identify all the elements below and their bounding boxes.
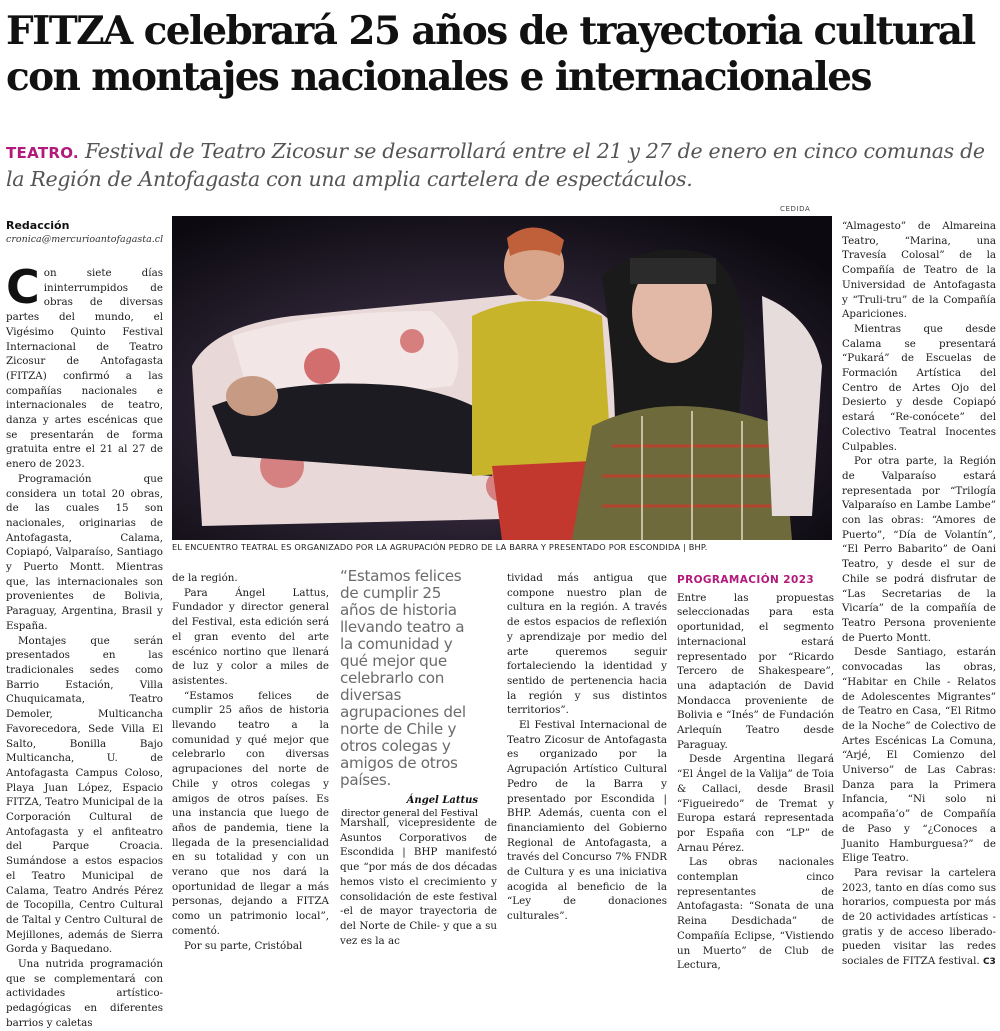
- kicker: TEATRO.: [6, 144, 79, 162]
- paragraph: Las obras nacionales contemplan cinco representantes de Antofagasta: “Sonata de una Reina Desdichada” de Compañía Eclipse, “Vistiendo un Muerto” de Club de Lectura,: [677, 856, 834, 972]
- section-heading: PROGRAMACIÓN 2023: [677, 574, 815, 586]
- paragraph: Para revisar la cartelera 2023, tanto en días como sus horarios, compuesta por más de 20 actividades artísticas - gratis y de acceso liberado- pueden visitar las redes sociales de FITZA festival. C3: [842, 866, 996, 968]
- paragraph: Entre las propuestas seleccionadas para esta oportunidad, el segmento internacional estará representado por “Ricardo Tercero de Shakespeare”, una adaptación de David Mondacca proveniente de Bolivia e “Inés” de Fundación Arlequín Teatro desde Paraguay.: [677, 591, 834, 751]
- paragraph: Desde Santiago, estarán convocadas las obras, “Habitar en Chile - Relatos de Adolescentes Migrantes” de Teatro en Casa, “El Ritmo de la Noche” de Colectivo de Artes Escénicas La Comuna, “Arjé, El Comienzo del Universo” de Las Cabras: Danza para la Primera Infancia, “Ni solo ni acompaña’o” de Compañía de Paso y “¿Conoces a Juanito Hamburguesa?” de Elige Teatro.: [842, 646, 996, 865]
- paragraph: de la región.: [172, 572, 238, 584]
- theater-scene-illustration: [172, 216, 832, 540]
- article-photo: [172, 216, 832, 540]
- paragraph: Una nutrida programación que se complementará con actividades artístico-pedagógicas en diferentes barrios y caletas: [6, 958, 163, 1029]
- column-5: [677, 573, 834, 973]
- paragraph: Mientras que desde Calama se presentará “Pukará” de Escuelas de Formación Artística del Centro de Artes Ojo del Desierto y desde Copiapó estará “Re-conócete” del Colectivo Teatral Inocentes Culpables.: [842, 322, 996, 453]
- paragraph: “Estamos felices de cumplir 25 años de historia llevando teatro a la comunidad y qué mejor que celebrarlo con diversas agrupaciones del norte de Chile y otros colegas y amigos de otros países. Es una instancia que luego de años de pandemia, tiene la llegada de la presencialidad en su totalidad y con un verano que nos dará la oportunidad de llegar a más personas, dejando a FITZA como un patrimonio local”, comentó.: [172, 689, 329, 937]
- paragraph: Programación que considera un total 20 obras, de las cuales 15 son nacionales, originarias de Antofagasta, Calama, Copiapó, Valparaíso, Santiago y Puerto Montt. Mientras que, las internacionales son provenientes de Bolivia, Paraguay, Argentina, Brasil y España.: [6, 472, 163, 632]
- paragraph: El Festival Internacional de Teatro Zicosur de Antofagasta es organizado por la Agrupación Artístico Cultural Pedro de la Barra y presentado por Escondida | BHP. Además, cuenta con el financiamiento del Gobierno Regional de Antofagasta, a través del Concurso 7% FNDR de Cultura y es una iniciativa acogida al beneficio de la “Ley de donaciones culturales”.: [507, 719, 667, 923]
- pull-quote: [340, 568, 478, 819]
- paragraph: Marshall, vicepresidente de Asuntos Corporativos de Escondida | BHP manifestó que “por más de dos décadas hemos visto el crecimiento y consolidación de este festival -el de mayor trayectoria de del Norte de Chile- y que a su vez es la ac: [340, 817, 497, 947]
- paragraph: tividad más antigua que compone nuestro plan de cultura en la región. A través de estos espacios de reflexión y aprendizaje por medio del arte queremos seguir fortaleciendo la identidad y sentido de pertenencia hacia la región y sus distintos territorios”.: [507, 572, 667, 717]
- paragraph: Para Ángel Lattus, Fundador y director general del Festival, esta edición será el gran evento del arte escénico nortino que llenará de luz y color a miles de asistentes.: [172, 586, 329, 687]
- pull-quote-author: Ángel Lattus: [406, 795, 478, 806]
- end-mark: C3: [982, 957, 996, 968]
- headline: FITZA celebrará 25 años de trayectoria cultural con montajes nacionales e internacionales: [6, 8, 975, 100]
- deck: [6, 138, 996, 192]
- pull-quote-role: director general del Festival: [341, 808, 478, 819]
- drop-cap: C: [6, 260, 40, 314]
- byline-email: cronica@mercurioantofagasta.cl: [6, 234, 164, 245]
- paragraph: Desde Argentina llegará “El Ángel de la Valija” de Toia & Callaci, desde Brasil “Figueiredo” de Tremat y Europa estará representada por España con “LP” de Arnau Pérez.: [677, 753, 834, 854]
- column-1: [6, 260, 163, 1031]
- paragraph: “Almagesto” de Almareina Teatro, “Marina, una Travesía Colosal” de la Compañía de Teatro de la Universidad de Antofagasta y “Truli-tru” de la Compañía Apariciones.: [842, 220, 996, 321]
- photo-caption: EL ENCUENTRO TEATRAL ES ORGANIZADO POR LA AGRUPACIÓN PEDRO DE LA BARRA Y PRESENTADO POR ESCONDIDA | BHP.: [172, 542, 708, 552]
- photo-credit: CEDIDA: [780, 205, 811, 213]
- byline: [6, 219, 166, 245]
- paragraph: Montajes que serán presentados en las tradicionales sedes como Barrio Estación, Villa Chuquicamata, Teatro Demoler, Multicancha Favorecedora, Sede Villa El Salto, Bonilla Bajo Multicancha, U. de Antofagasta Campus Coloso, Playa Juan López, Espacio FITZA, Teatro Municipal de la Corporación Cultural de Antofagasta y el anfiteatro del Parque Croacia. Sumándose a estos espacios el Teatro Municipal de Calama, Teatro Andrés Pérez de Tocopilla, Centro Cultural de Taltal y Centro Cultural de Mejillones, además de Sierra Gorda y Baquedano.: [6, 634, 163, 956]
- pull-quote-text: “Estamos felices de cumplir 25 años de historia llevando teatro a la comunidad y qué mejor que celebrarlo con diversas agrupaciones del norte de Chile y otros colegas y amigos de otros países.: [340, 567, 466, 789]
- paragraph: Con siete días ininterrumpidos de obras de diversas partes del mundo, el Vigésimo Quinto Festival Internacional de Teatro Zicosur de Antofagasta (FITZA) confirmó a las compañías nacionales e internacionales de teatro, danza y artes escénicas que se presentarán de forma gratuita entre el 21 al 27 de enero de 2023.: [6, 260, 163, 471]
- deck-text: Festival de Teatro Zicosur se desarrollará entre el 21 y 27 de enero en cinco comunas de la Región de Antofagasta con una amplia cartelera de espectáculos.: [6, 139, 985, 191]
- column-2: [172, 571, 329, 953]
- column-3: [340, 816, 497, 948]
- paragraph: Por otra parte, la Región de Valparaíso estará representada por “Trilogía Valparaíso en Lambe Lambe” con las obras: “Amores de Puerto”, “Día de Volantín”, “El Perro Babarito” de Oani Teatro, y desde el sur de Chile se podrá disfrutar de “Las Secretarias de la Vicaría” de la compañía de Teatro Persona proveniente de Puerto Montt.: [842, 455, 996, 644]
- paragraph: Por su parte, Cristóbal: [184, 939, 303, 952]
- column-6: [842, 219, 996, 970]
- byline-name: Redacción: [6, 219, 70, 232]
- column-4: [507, 571, 667, 924]
